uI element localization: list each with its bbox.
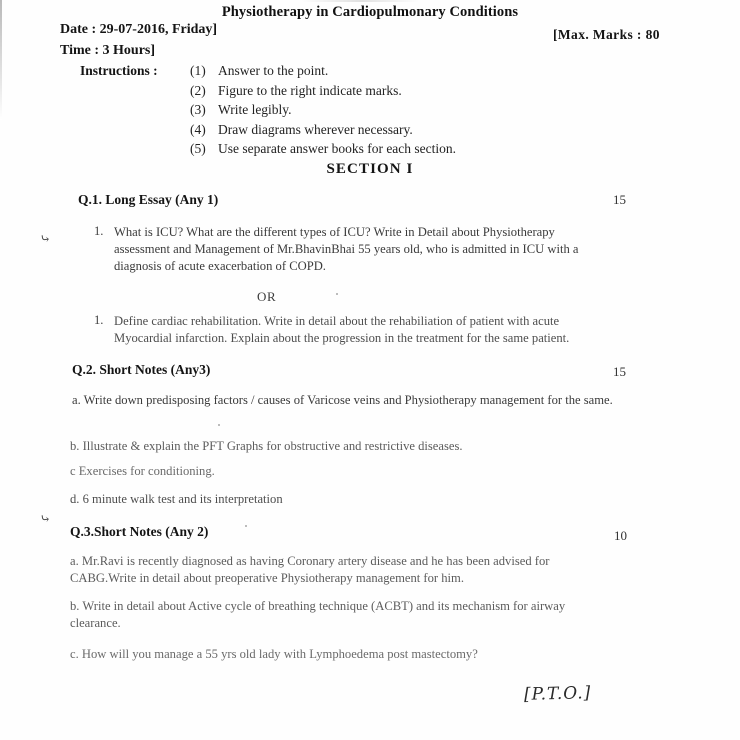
question-2-item-a: a. Write down predisposing factors / causes of Varicose veins and Physiotherapy management for the same. bbox=[72, 393, 613, 407]
instruction-number: (4) bbox=[190, 121, 206, 137]
max-marks: [Max. Marks : 80 bbox=[553, 27, 660, 42]
question-2-heading: Q.2. Short Notes (Any3) bbox=[72, 362, 211, 377]
instruction-text: Draw diagrams wherever necessary. bbox=[218, 121, 413, 137]
scan-speck bbox=[245, 525, 247, 527]
question-3-item-a: a. Mr.Ravi is recently diagnosed as having Coronary artery disease and he has been advised for CABG.Write in detail about preoperative Physiotherapy management for him. bbox=[70, 554, 550, 586]
instruction-number: (1) bbox=[190, 63, 206, 78]
question-1-option-2-number: 1. bbox=[94, 313, 104, 327]
question-2-item-d: d. 6 minute walk test and its interpretation bbox=[70, 492, 283, 506]
question-1-heading: Q.1. Long Essay (Any 1) bbox=[78, 192, 219, 207]
instruction-text: Figure to the right indicate marks. bbox=[218, 82, 402, 98]
question-1-option-1-number: 1. bbox=[94, 224, 104, 238]
instruction-number: (5) bbox=[190, 141, 206, 156]
question-1-option-2-text: Define cardiac rehabilitation. Write in detail about the rehabiliation of patient with acute Myocardial infarction. Explain about the progression in the treatment for the same patient. bbox=[114, 314, 570, 346]
scan-speck bbox=[336, 293, 338, 295]
instructions-list bbox=[190, 63, 610, 161]
question-3-item-b: b. Write in detail about Active cycle of breathing technique (ACBT) and its mechanism for airway clearance. bbox=[70, 599, 566, 631]
question-1-or-label: OR bbox=[257, 289, 277, 304]
instructions-label: Instructions : bbox=[80, 63, 158, 78]
instruction-text: Use separate answer books for each section. bbox=[218, 141, 457, 156]
instruction-text: Write legibly. bbox=[218, 102, 292, 117]
question-1-marks: 15 bbox=[613, 192, 626, 207]
question-3-heading: Q.3.Short Notes (Any 2) bbox=[70, 524, 209, 539]
question-2-marks: 15 bbox=[613, 364, 626, 379]
instruction-item bbox=[190, 122, 610, 142]
section-heading: SECTION I bbox=[326, 161, 414, 177]
instruction-text: Answer to the point. bbox=[218, 63, 329, 78]
question-1-option-1-text: What is ICU? What are the different types of ICU? Write in Detail about Physiotherapy assessment and Management of Mr.BhavinBhai 55 years old, who is admitted in ICU with a diagnosis of acute exacerbation of COPD. bbox=[114, 225, 579, 274]
question-3-marks: 10 bbox=[614, 528, 627, 543]
instruction-item bbox=[190, 63, 610, 83]
scan-edge-top bbox=[300, 0, 420, 2]
instruction-item bbox=[190, 141, 610, 161]
page-turn-note: [P.T.O.] bbox=[523, 683, 592, 705]
question-2-item-b: b. Illustrate & explain the PFT Graphs for obstructive and restrictive diseases. bbox=[70, 439, 463, 453]
margin-ink-mark: ⤷ bbox=[38, 230, 52, 247]
question-2-item-c: c Exercises for conditioning. bbox=[70, 464, 215, 478]
page-title: Physiotherapy in Cardiopulmonary Conditions bbox=[221, 4, 519, 20]
exam-date: Date : 29-07-2016, Friday] bbox=[60, 22, 218, 37]
instruction-item bbox=[190, 83, 610, 103]
exam-duration: Time : 3 Hours] bbox=[60, 43, 156, 58]
instruction-number: (2) bbox=[190, 82, 206, 98]
margin-ink-mark: ⤷ bbox=[38, 510, 52, 527]
scan-speck bbox=[218, 424, 220, 426]
question-3-item-c: c. How will you manage a 55 yrs old lady with Lymphoedema post mastectomy? bbox=[70, 647, 478, 661]
instruction-item bbox=[190, 102, 610, 122]
instruction-number: (3) bbox=[190, 102, 206, 117]
